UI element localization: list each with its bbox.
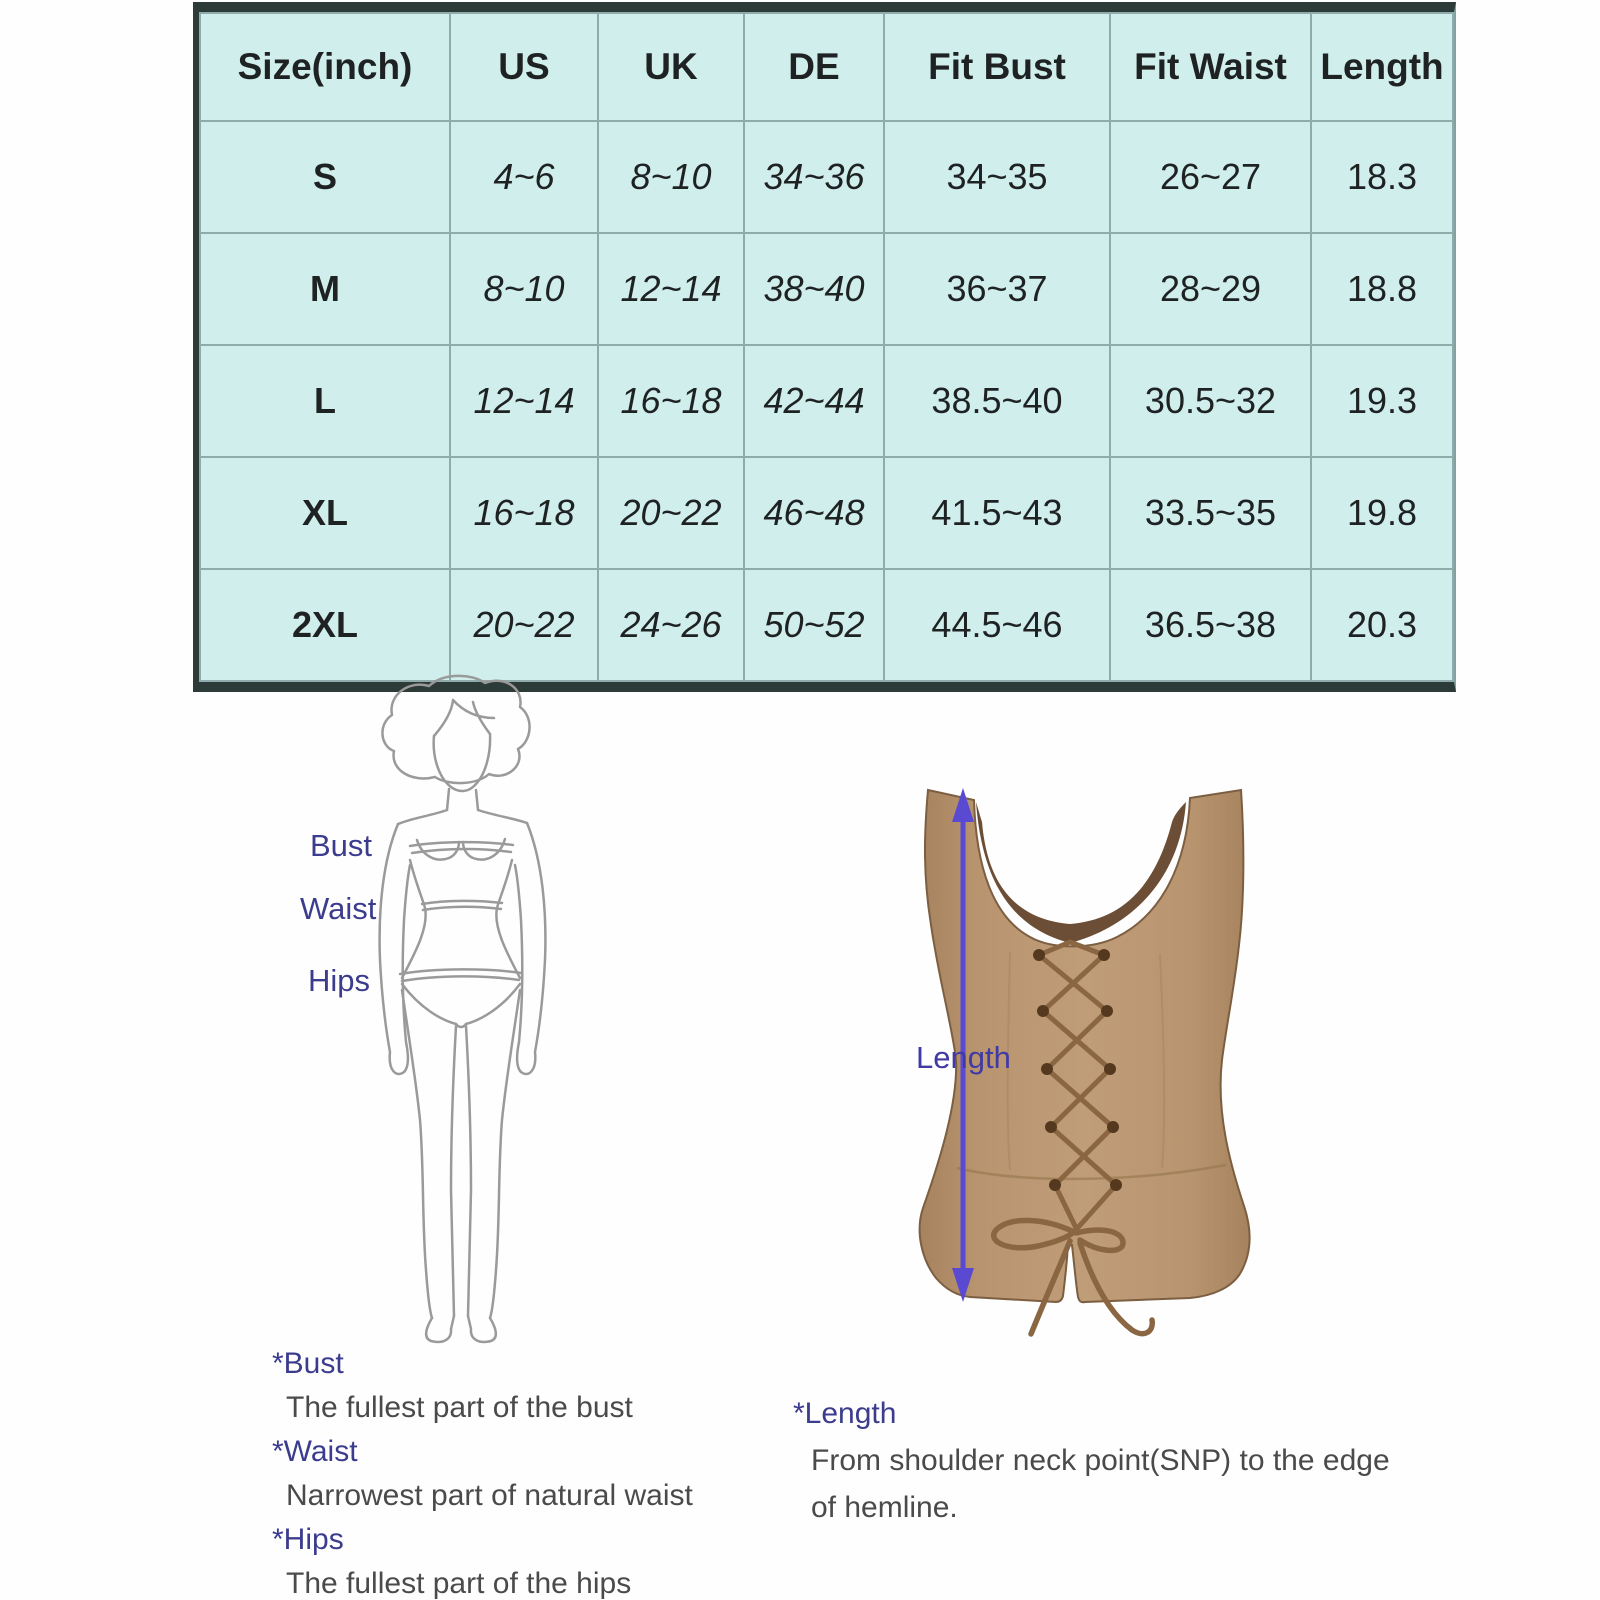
table-cell: 18.8 [1311, 233, 1453, 345]
table-cell: 19.8 [1311, 457, 1453, 569]
table-cell: 24~26 [598, 569, 744, 681]
column-header-uk: UK [598, 13, 744, 121]
column-header-fit-bust: Fit Bust [884, 13, 1110, 121]
table-cell: 2XL [200, 569, 450, 681]
column-header-size: Size(inch) [200, 13, 450, 121]
column-header-length: Length [1311, 13, 1453, 121]
table-cell: 46~48 [744, 457, 884, 569]
table-cell: 20.3 [1311, 569, 1453, 681]
table-cell: 34~36 [744, 121, 884, 233]
measurement-definitions-left [272, 1342, 832, 1600]
bust-definition-text: The fullest part of the bust [286, 1391, 633, 1424]
table-cell: 16~18 [598, 345, 744, 457]
table-cell: 36~37 [884, 233, 1110, 345]
body-measurement-figure [250, 660, 670, 1350]
table-cell: 8~10 [450, 233, 598, 345]
waist-label: Waist [300, 891, 377, 926]
length-definition-text-line1: From shoulder neck point(SNP) to the edge [811, 1444, 1390, 1477]
table-row [200, 121, 1453, 233]
length-definition-block [793, 1390, 1433, 1531]
table-cell: 26~27 [1110, 121, 1311, 233]
table-cell: 44.5~46 [884, 569, 1110, 681]
table-cell: 12~14 [450, 345, 598, 457]
table-cell: 33.5~35 [1110, 457, 1311, 569]
table-cell: 36.5~38 [1110, 569, 1311, 681]
hips-definition-title: *Hips [272, 1523, 344, 1556]
table-cell: 50~52 [744, 569, 884, 681]
size-table [199, 12, 1454, 682]
column-header-us: US [450, 13, 598, 121]
table-cell: 34~35 [884, 121, 1110, 233]
table-cell: 4~6 [450, 121, 598, 233]
table-cell: L [200, 345, 450, 457]
table-row [200, 345, 1453, 457]
hips-label: Hips [308, 963, 371, 998]
column-header-de: DE [744, 13, 884, 121]
table-row [200, 457, 1453, 569]
table-cell: 42~44 [744, 345, 884, 457]
table-cell: XL [200, 457, 450, 569]
waist-definition-text: Narrowest part of natural waist [286, 1479, 693, 1512]
size-chart-table [193, 2, 1456, 692]
column-header-fit-waist: Fit Waist [1110, 13, 1311, 121]
table-header-row [200, 13, 1453, 121]
figure-hair [382, 676, 529, 783]
bust-label: Bust [310, 828, 373, 863]
length-label: Length [916, 1040, 1011, 1075]
table-cell: 20~22 [450, 569, 598, 681]
length-definition-title: *Length [793, 1397, 897, 1430]
hips-definition-text: The fullest part of the hips [286, 1567, 632, 1600]
table-cell: 38.5~40 [884, 345, 1110, 457]
bust-definition-title: *Bust [272, 1347, 344, 1380]
table-cell: 18.3 [1311, 121, 1453, 233]
table-cell: 30.5~32 [1110, 345, 1311, 457]
table-cell: 19.3 [1311, 345, 1453, 457]
table-cell: 12~14 [598, 233, 744, 345]
table-cell: 20~22 [598, 457, 744, 569]
table-row [200, 233, 1453, 345]
length-definition-text-line2: of hemline. [811, 1491, 958, 1524]
table-cell: 41.5~43 [884, 457, 1110, 569]
waist-definition-title: *Waist [272, 1435, 358, 1468]
table-cell: S [200, 121, 450, 233]
table-cell: 8~10 [598, 121, 744, 233]
table-cell: 38~40 [744, 233, 884, 345]
table-cell: 28~29 [1110, 233, 1311, 345]
table-cell: M [200, 233, 450, 345]
table-cell: 16~18 [450, 457, 598, 569]
